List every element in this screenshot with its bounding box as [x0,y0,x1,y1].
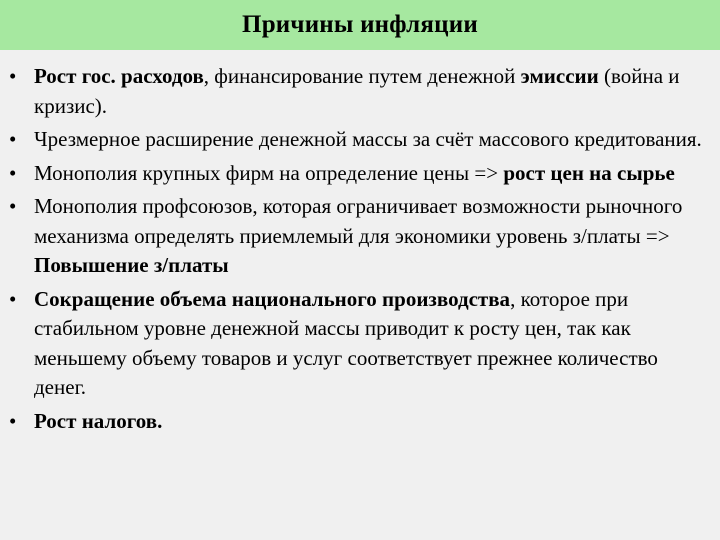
item-text-bold: эмиссии [520,64,599,88]
item-text: Чрезмерное расширение денежной массы за счёт массового кредитования. [34,127,702,151]
item-text: , финансирование путем денежной [203,64,521,88]
item-text: (война и кризис). [34,64,680,118]
item-text-bold: Повышение з/платы [34,253,229,277]
list-item [0,407,720,437]
title-bar [0,0,720,50]
list-item [0,125,720,155]
bullet-icon: • [9,194,17,218]
list-item [0,62,720,121]
bullet-icon: • [9,408,17,433]
list-item [0,192,720,281]
list-item [0,159,720,189]
item-text-bold: Рост налогов. [34,408,163,433]
item-text-bold: рост цен на сырье [503,160,675,185]
item-text-bold: Рост гос. расходов [34,64,204,88]
page-title: Причины инфляции [242,11,478,38]
bullet-icon: • [9,64,17,88]
bullet-icon: • [9,127,17,151]
bullet-icon: • [9,286,17,311]
slide-content [0,62,720,440]
bullet-list [0,62,720,436]
list-item [0,285,720,403]
item-text: Монополия крупных фирм на определение цены => [34,160,504,185]
item-text-bold: Сокращение объема национального производства [34,286,511,311]
item-text: Монополия профсоюзов, которая ограничивает возможности рыночного механизма определять приемлемый для экономики уровень з/платы => [34,194,683,248]
bullet-icon: • [9,160,17,185]
item-text: , которое при стабильном уровне денежной массы приводит к росту цен, так как меньшему объему товаров и услуг соответствует прежнее количество денег. [34,286,658,399]
